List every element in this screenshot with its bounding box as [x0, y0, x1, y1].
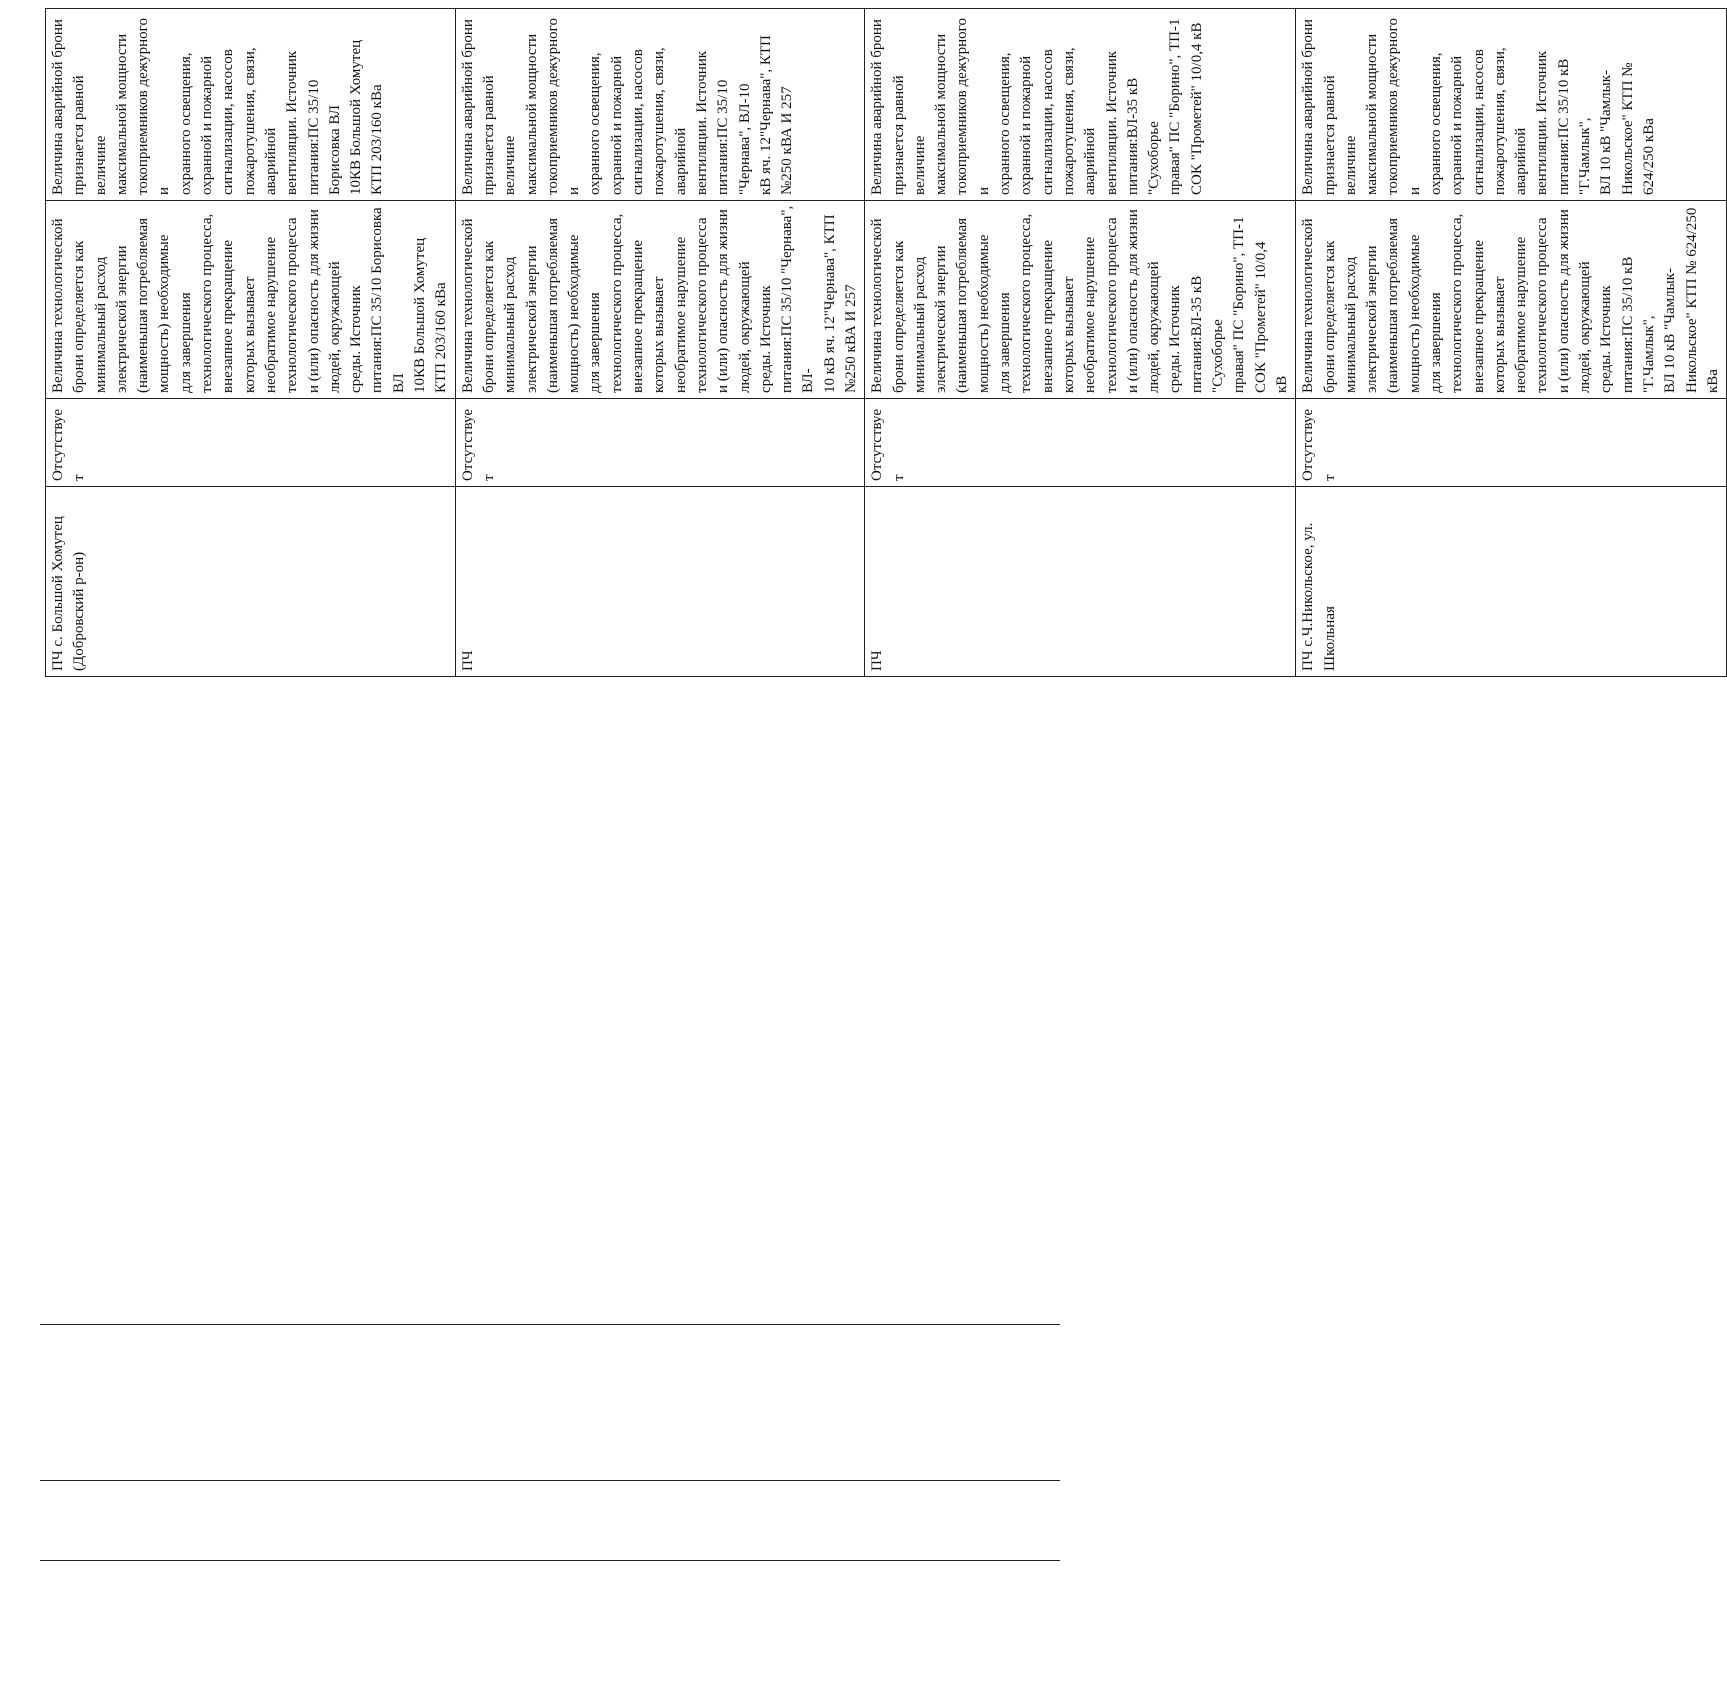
object-name: ПЧ — [459, 650, 476, 671]
avar-reserve: Величина аварийной брони признается равной величине максимальной мощности токоприемников дежурного и охранного освещения, охранной и пожарной сигнализации, насосов пожаротушения, связи, аварийной вентиляции. Источник питания:ПС 35/10 кВ "Г.Чамлык", ВЛ 10 кВ "Чамлык-Никольское" КТП № 624/250 кВа — [1300, 18, 1657, 195]
table-cell — [455, 9, 865, 201]
tech-reserve: Величина технологической брони определяется как минимальный расход электрической энергии (наименьшая потребляемая мощность) необходимые для завершения технологического процесса, внезапное прекращение которых вызывает необратимое нарушение технологического процесса и (или) опасность для жизни людей, окружающей среды. Источник питания:ПС 35/10 Борисовка ВЛ 10КВ Большой Хомутец КТП 203/160 кВа — [50, 207, 450, 393]
table-cell — [1296, 399, 1727, 487]
table-row — [865, 9, 1296, 677]
tech-reserve: Величина технологической брони определяется как минимальный расход электрической энергии (наименьшая потребляемая мощность) необходимые для завершения технологического процесса, внезапное прекращение которых вызывает необратимое нарушение технологического процесса и (или) опасность для жизни людей, окружающей среды. Источник питания:ВЛ-35 кВ "Сухоборье правая" ПС "Борино", ТП-1 СОК "Прометей" 10/0,4 кВ — [869, 209, 1290, 393]
avar-reserve: Величина аварийной брони признается равной величине максимальной мощности токоприемников дежурного и охранного освещения, охранной и пожарной сигнализации, насосов пожаротушения, связи, аварийной вентиляции. Источник питания:ВЛ-35 кВ "Сухоборье правая" ПС "Борино", ТП-1 СОК "Прометей" 10/0,4 кВ — [869, 18, 1205, 195]
rule-1 — [40, 1560, 1060, 1561]
table-cell — [865, 201, 1296, 399]
tech-reserve: Величина технологической брони определяется как минимальный расход электрической энергии (наименьшая потребляемая мощность) необходимые для завершения технологического процесса, внезапное прекращение которых вызывает необратимое нарушение технологического процесса и (или) опасность для жизни людей, окружающей среды. Источник питания:ПС 35/10 кВ "Г.Чамлык", ВЛ 10 кВ "Чамлык-Никольское" КТП № 624/250 кВа — [1300, 207, 1721, 393]
table-cell — [1296, 201, 1727, 399]
reserve-table — [45, 8, 1727, 677]
table-row — [46, 9, 456, 677]
table-row — [455, 9, 865, 677]
table-cell — [1296, 487, 1727, 677]
table-cell — [865, 399, 1296, 487]
object-name: ПЧ с.Ч.Никольское, ул. Школьная — [1300, 522, 1338, 671]
table-cell — [46, 399, 456, 487]
table-row — [1296, 9, 1727, 677]
table-cell — [865, 487, 1296, 677]
emergency-power: Отсутствует — [459, 408, 497, 481]
tech-reserve: Величина технологической брони определяется как минимальный расход электрической энергии (наименьшая потребляемая мощность) необходимые для завершения технологического процесса, внезапное прекращение которых вызывает необратимое нарушение технологического процесса и (или) опасность для жизни людей, окружающей среды. Источник питания:ПС 35/10 "Чернава", ВЛ- 10 кВ яч. 12"Чернава", КТП №250 кВА И 257 — [459, 205, 859, 393]
table-cell — [46, 201, 456, 399]
table-cell — [46, 487, 456, 677]
emergency-power: Отсутствует — [1300, 408, 1338, 481]
table-cell — [865, 9, 1296, 201]
rule-2 — [40, 1480, 1060, 1481]
avar-reserve: Величина аварийной брони признается равной величине максимальной мощности токоприемников дежурного и охранного освещения, охранной и пожарной сигнализации, насосов пожаротушения, связи, аварийной вентиляции. Источник питания:ПС 35/10 Борисовка ВЛ 10КВ Большой Хомутец КТП 203/160 кВа — [50, 18, 386, 195]
object-name: ПЧ с. Большой Хомутец (Добровский р-он) — [50, 516, 88, 671]
table-cell — [1296, 9, 1727, 201]
table-cell — [455, 201, 865, 399]
emergency-power: Отсутствует — [869, 408, 907, 481]
avar-reserve: Величина аварийной брони признается равной величине максимальной мощности токоприемников дежурного и охранного освещения, охранной и пожарной сигнализации, насосов пожаротушения, связи, аварийной вентиляции. Источник питания:ПС 35/10 "Чернава", ВЛ-10 кВ яч. 12"Чернава", КТП №250 кВА И 257 — [459, 18, 796, 195]
table-cell — [455, 399, 865, 487]
emergency-power: Отсутствует — [50, 408, 88, 481]
table-cell — [46, 9, 456, 201]
object-name: ПЧ — [869, 650, 886, 671]
rule-3 — [40, 1324, 1060, 1325]
table-cell — [455, 487, 865, 677]
